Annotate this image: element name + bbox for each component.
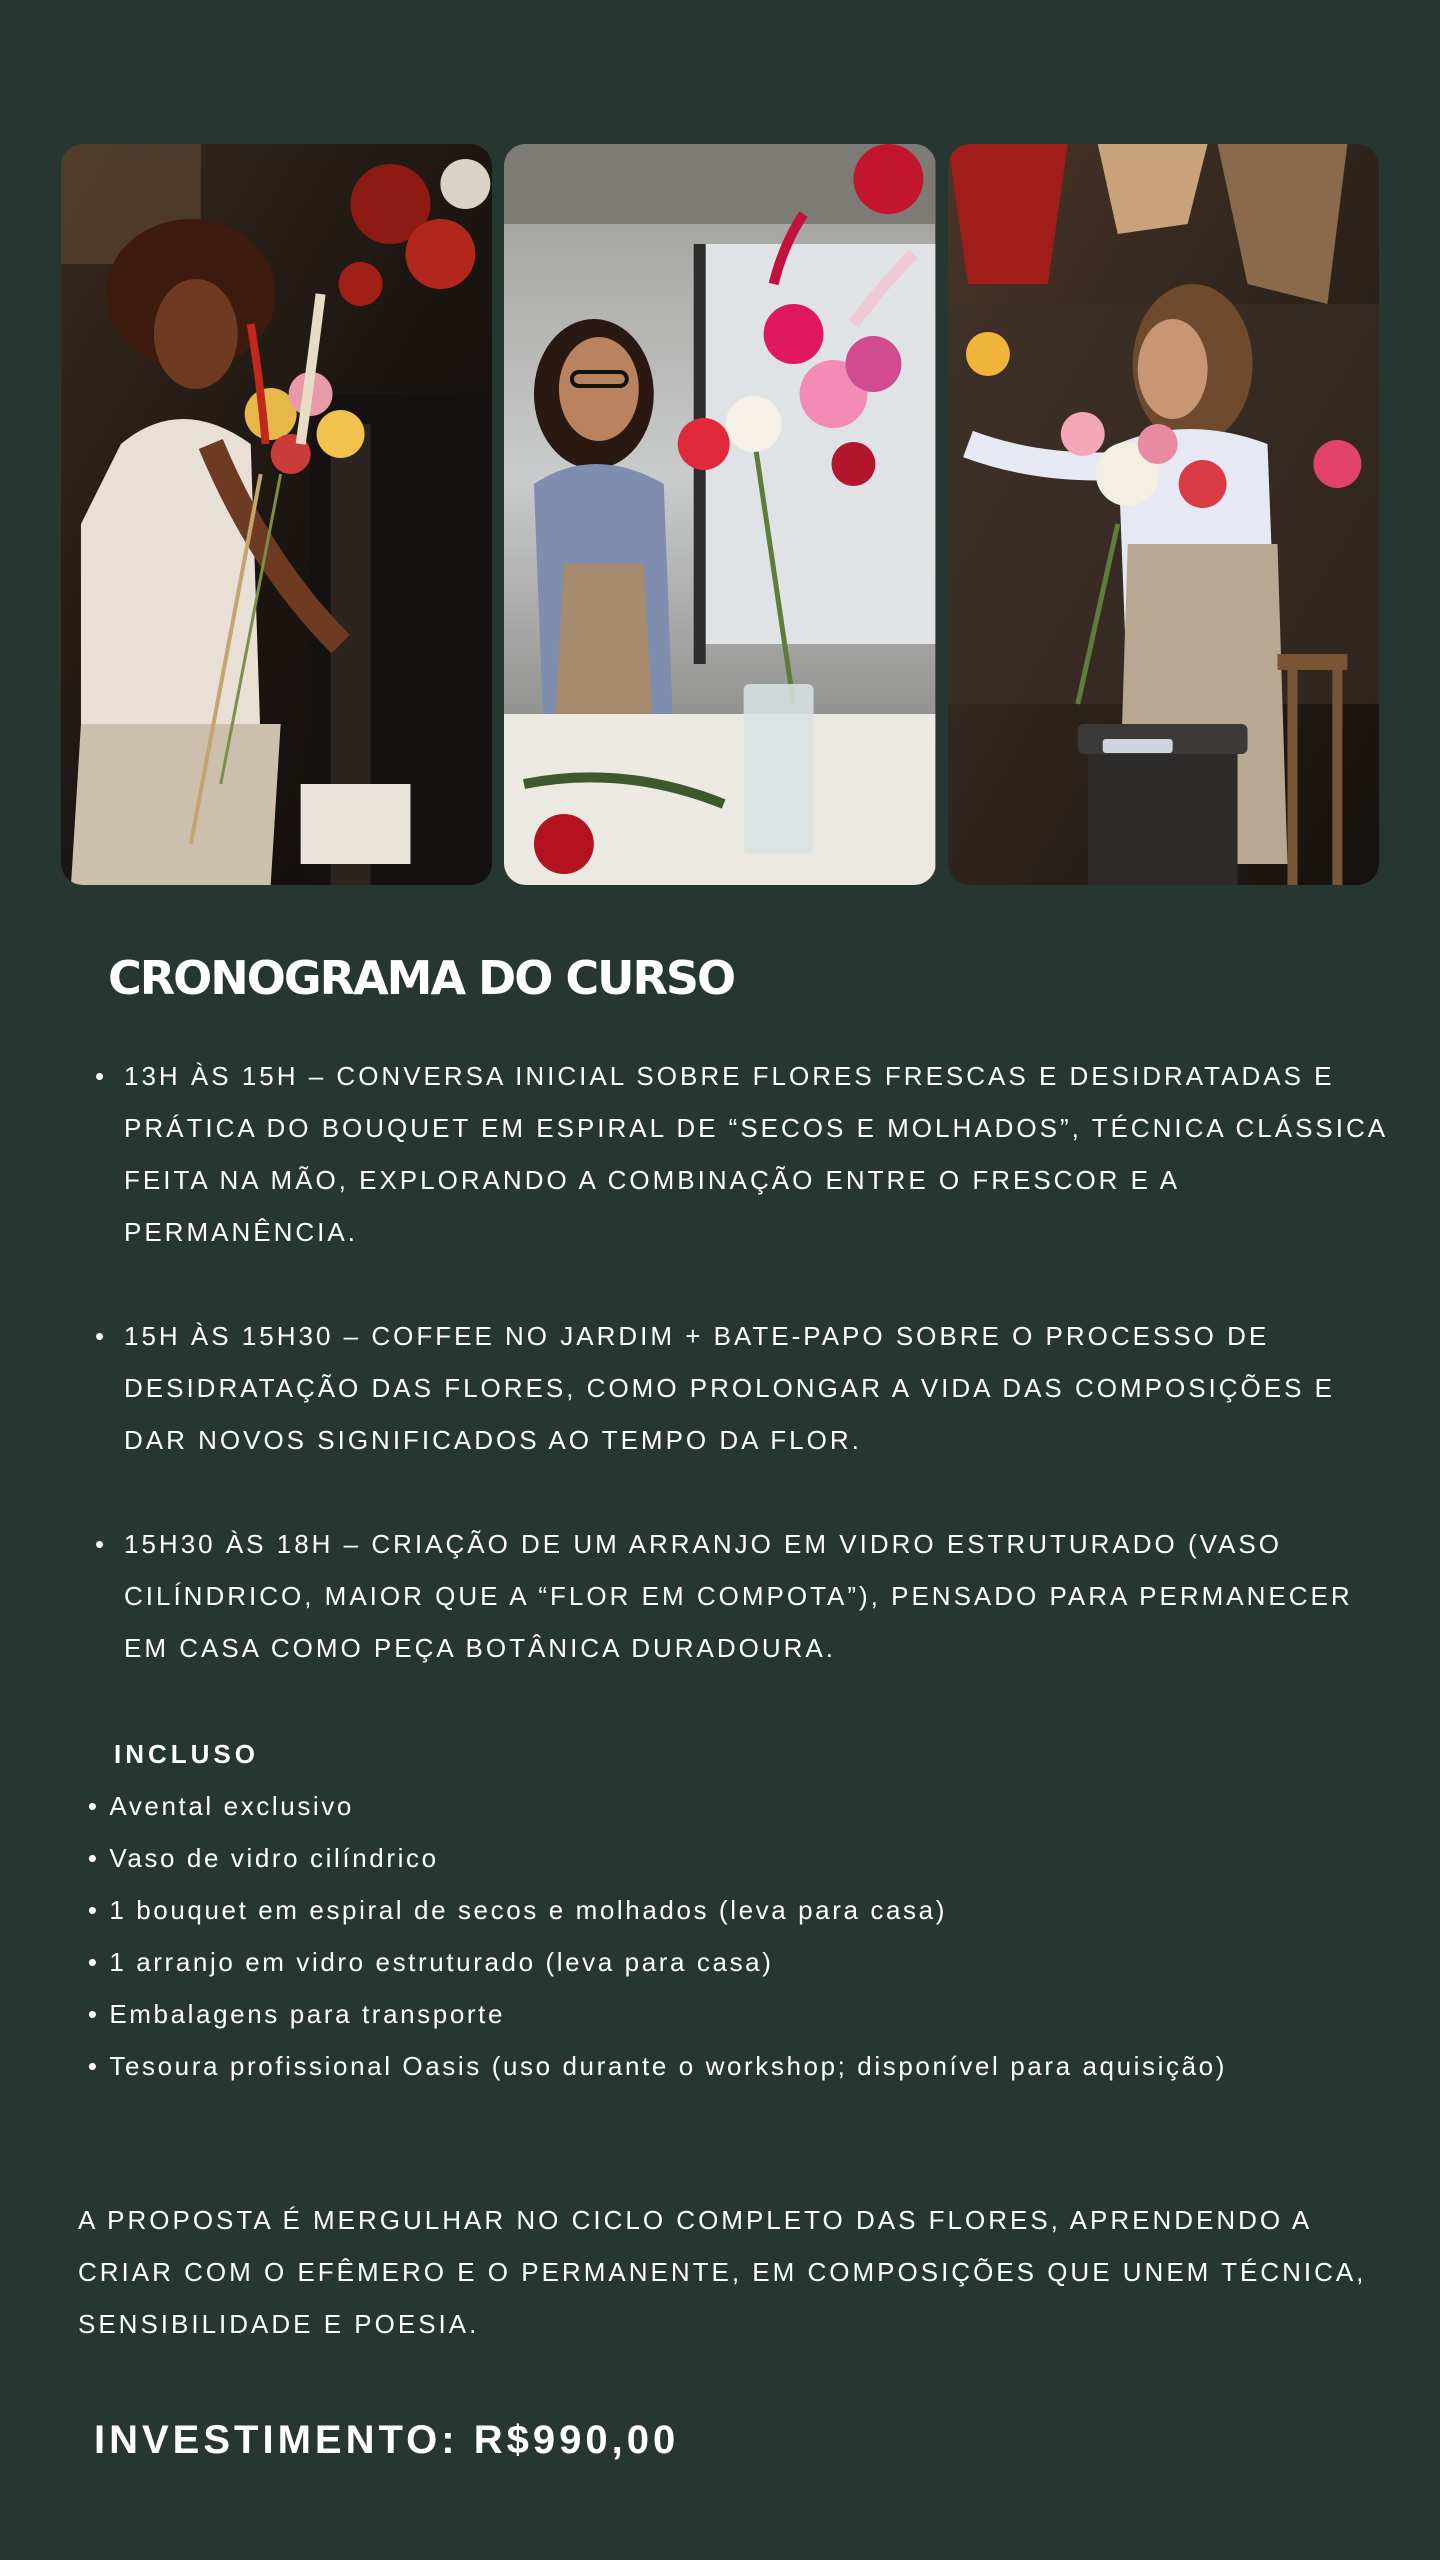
included-item: • Embalagens para transporte: [78, 1988, 1378, 2040]
photo-florist-3: [948, 144, 1379, 885]
price-label: INVESTIMENTO: R$990,00: [94, 2418, 680, 2462]
closing-text: A PROPOSTA É MERGULHAR NO CICLO COMPLETO DAS FLORES, APRENDENDO A CRIAR COM O EFÊMERO E O PERMANENTE, EM COMPOSIÇÕES QUE UNEM TÉCNICA, SENSIBILIDADE E POESIA.: [78, 2205, 1367, 2339]
included-item: • 1 arranjo em vidro estruturado (leva para casa): [78, 1936, 1378, 1988]
included-item: • Vaso de vidro cilíndrico: [78, 1832, 1378, 1884]
schedule-item: • 15H30 ÀS 18H – CRIAÇÃO DE UM ARRANJO EM VIDRO ESTRUTURADO (VASO CILÍNDRICO, MAIOR QUE A “FLOR EM COMPOTA”), PENSADO PARA PERMANECER EM CASA COMO PEÇA BOTÂNICA DURADOURA.: [0, 1518, 1440, 1674]
schedule-item: • 13H ÀS 15H – CONVERSA INICIAL SOBRE FLORES FRESCAS E DESIDRATADAS E PRÁTICA DO BOUQUET EM ESPIRAL DE “SECOS E MOLHADOS”, TÉCNICA CLÁSSICA FEITA NA MÃO, EXPLORANDO A COMBINAÇÃO ENTRE O FRESCOR E A PERMANÊNCIA.: [0, 1050, 1440, 1258]
schedule-list: [0, 1050, 1440, 1726]
schedule-title: CRONOGRAMA DO CURSO: [108, 951, 735, 1005]
florist-photo-icon: [948, 144, 1379, 885]
florist-photo-icon: [504, 144, 935, 885]
included-list: [78, 1780, 1378, 2092]
photo-gallery: [61, 144, 1379, 885]
included-item: • 1 bouquet em espiral de secos e molhados (leva para casa): [78, 1884, 1378, 1936]
florist-photo-icon: [61, 144, 492, 885]
schedule-item: • 15H ÀS 15H30 – COFFEE NO JARDIM + BATE-PAPO SOBRE O PROCESSO DE DESIDRATAÇÃO DAS FLORES, COMO PROLONGAR A VIDA DAS COMPOSIÇÕES E DAR NOVOS SIGNIFICADOS AO TEMPO DA FLOR.: [0, 1310, 1440, 1466]
included-item: • Tesoura profissional Oasis (uso durante o workshop; disponível para aquisição): [78, 2040, 1378, 2092]
photo-florist-2: [504, 144, 935, 885]
included-section: [78, 1728, 1378, 2092]
included-item: • Avental exclusivo: [78, 1780, 1378, 1832]
included-title: INCLUSO: [114, 1739, 259, 1769]
photo-florist-1: [61, 144, 492, 885]
